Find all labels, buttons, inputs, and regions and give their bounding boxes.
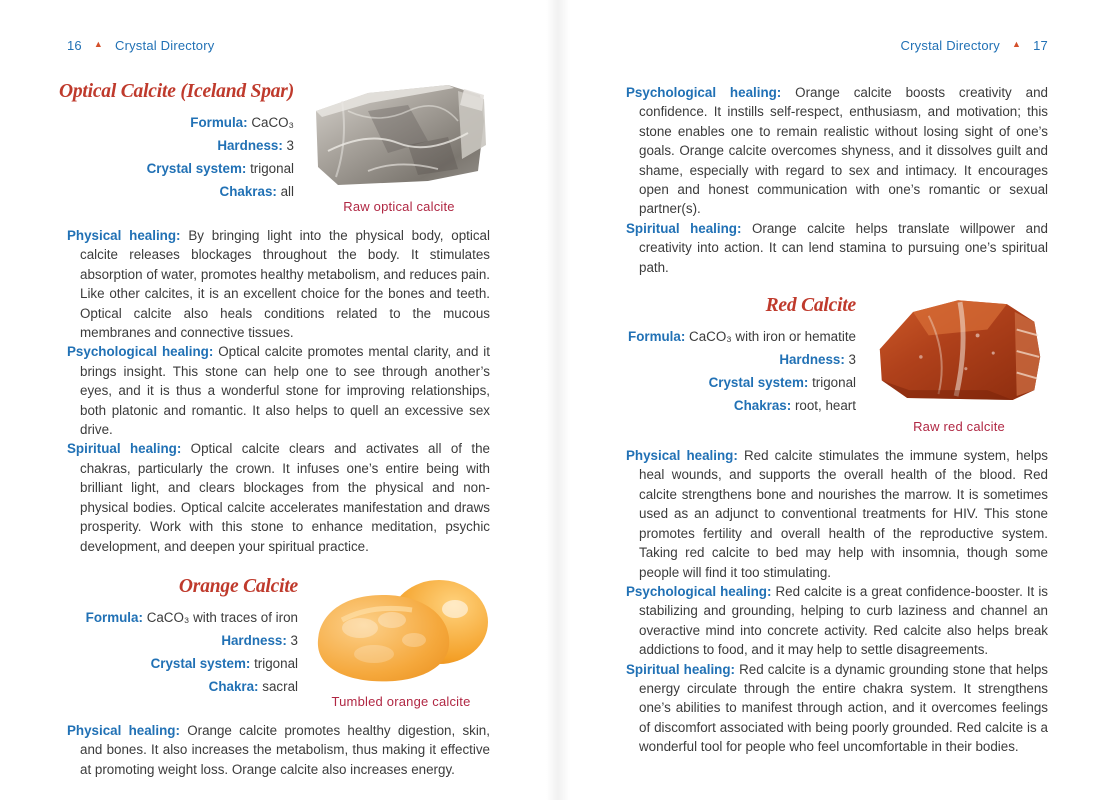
attr-value: CaCO₃: [251, 115, 294, 130]
red-calcite-photo: [870, 295, 1048, 413]
running-head-title: Crystal Directory: [900, 38, 1001, 53]
triangle-icon: ▲: [93, 39, 103, 49]
optical-calcite-photo: [308, 81, 490, 193]
healing-label: Spiritual healing:: [67, 441, 182, 457]
figure-caption: Raw optical calcite: [343, 199, 455, 214]
healing-label: Psychological healing:: [626, 583, 772, 599]
attr-value: all: [280, 184, 294, 199]
attr-label: Hardness:: [221, 632, 287, 648]
attr-row-formula: [628, 325, 856, 348]
attr-label: Chakra:: [208, 678, 259, 694]
attr-value: 3: [286, 138, 294, 153]
healing-text: Orange calcite helps translate willpower and creativity into action. It can lend stamina to pursuing one’s spiritual path.: [639, 220, 1048, 275]
attr-row-crystal-system: [151, 652, 298, 675]
attr-label: Chakras:: [733, 398, 792, 414]
attr-row-hardness: [217, 134, 294, 157]
entry-header: [58, 81, 490, 214]
entry-orange-calcite: [67, 576, 490, 779]
entry-header: [67, 576, 490, 709]
figure-red-calcite: [870, 295, 1048, 434]
healing-label: Physical healing:: [67, 722, 180, 738]
attr-row-chakras: [734, 394, 856, 417]
healing-paragraph-physical: [67, 226, 490, 342]
healing-paragraph-spiritual: [626, 660, 1048, 757]
page-number-right: 17: [1033, 38, 1048, 53]
figure-orange-calcite: [312, 576, 490, 709]
healing-text: Optical calcite promotes mental clarity, and it brings insight. This stone can help one to see through another’s eyes, and it is thus a wonderful stone for improving relationships, both platonic and romantic. It also helps to quell an excessive sex drive.: [80, 344, 490, 438]
entry-red-calcite: [626, 295, 1048, 757]
orange-calcite-continuation: [626, 83, 1048, 277]
healing-label: Psychological healing:: [626, 85, 782, 100]
triangle-icon: ▲: [1012, 39, 1022, 49]
entry-header: [626, 295, 1048, 434]
attr-label: Hardness:: [779, 352, 845, 368]
healing-paragraph-physical: [67, 721, 490, 779]
attr-value: trigonal: [812, 375, 856, 391]
healing-label: Spiritual healing:: [626, 661, 735, 677]
figure-caption: Raw red calcite: [913, 419, 1005, 435]
entry-title: Optical Calcite (Iceland Spar): [58, 81, 294, 102]
healing-text: Orange calcite boosts creativity and confidence. It instills self-respect, enthusiasm, and motivation; this stone enables one to remain realistic without losing sight of one’s goals. Orange calcite overcomes shyness, and it dissolves guilt and shame, especially with regard to sex and intimacy. It encourages open and honest communication with one’s romantic or sexual partner(s).: [639, 85, 1048, 217]
entry-title: Red Calcite: [765, 295, 856, 317]
healing-text: Red calcite is a dynamic grounding stone that helps energy circulate through the entire chakra system. It strengthens one’s abilities to manifest through action, and it overcomes feelings of discomfort associated with being poorly grounded. Red calcite is a wonderful tool for people who feel uncomfortable in their bodies.: [639, 661, 1048, 755]
figure-optical-calcite: [308, 81, 490, 214]
running-head-title: Crystal Directory: [114, 38, 215, 53]
entry-info: [67, 576, 312, 698]
attr-value: trigonal: [254, 655, 298, 671]
running-head-right: [626, 38, 1048, 53]
healing-paragraph-physical: [626, 446, 1048, 582]
healing-paragraph-psychological: [67, 342, 490, 439]
attr-label: Crystal system:: [150, 655, 251, 671]
attr-label: Formula:: [628, 329, 686, 345]
healing-paragraph-psychological: [626, 582, 1048, 660]
attr-value: sacral: [262, 678, 298, 694]
healing-text: Red calcite is a great confidence-booster. It is stabilizing and grounding, helping to curb laziness and channel an overactive mind into concrete activity. Red calcite also helps break addictions to food, and it may help to settle disagreements.: [639, 583, 1048, 658]
healing-label: Physical healing:: [67, 228, 181, 243]
attr-label: Crystal system:: [708, 375, 809, 391]
healing-text: Red calcite stimulates the immune system, helps heal wounds, and supports the overall health of the blood. Red calcite strengthens bone and nourishes the marrow. It is sometimes used as an adjunct to conventional treatments for HIV. This stone promotes fertility and overall health of the reproductive system. Taking red calcite to bed may help with insomnia, though some people will find it too stimulating.: [639, 448, 1048, 580]
entry-info: [626, 295, 870, 417]
attr-row-chakra: [209, 675, 298, 698]
healing-paragraph-spiritual: [67, 439, 490, 555]
healing-text: Orange calcite promotes healthy digestion, skin, and bones. It also increases the metabolism, thus making it effective at promoting weight loss. Orange calcite also increases energy.: [80, 722, 490, 777]
orange-calcite-photo: [312, 576, 490, 688]
healing-label: Psychological healing:: [67, 344, 214, 360]
figure-caption: Tumbled orange calcite: [331, 693, 471, 709]
attr-row-crystal-system: [709, 371, 856, 394]
attr-value: 3: [290, 632, 298, 648]
attr-row-hardness: [221, 629, 298, 652]
attr-value: CaCO₃ with iron or hematite: [689, 329, 856, 345]
attr-value: CaCO₃ with traces of iron: [146, 609, 298, 625]
attr-row-chakras: [220, 180, 294, 203]
attr-label: Hardness:: [217, 138, 283, 153]
attr-label: Crystal system:: [146, 161, 247, 176]
page-number-left: 16: [67, 38, 82, 53]
attr-row-crystal-system: [147, 157, 294, 180]
healing-text: Optical calcite clears and activates all of the chakras, particularly the crown. It infuses one’s entire being with brilliant light, and clears blockages from the physical and non-physical bodies. Optical calcite accelerates manifestation and draws prosperity. Work with this stone to enhance meditation, psychic development, and deepen your spiritual practice.: [80, 441, 490, 554]
healing-paragraph-spiritual: [626, 219, 1048, 277]
entry-body: [626, 446, 1048, 757]
entry-optical-calcite: [58, 81, 490, 556]
attr-value: root, heart: [794, 398, 856, 414]
entry-info: [58, 81, 308, 203]
healing-text: By bringing light into the physical body, optical calcite releases blockages throughout the body. It stimulates absorption of water, promotes healthy metabolism, and reduces pain. Like other calcites, it is an excellent choice for the bones and teeth. Optical calcite also heals conditions related to the mucous membranes and connective tissues.: [80, 228, 490, 341]
attr-row-formula: [190, 111, 294, 134]
entry-body: [67, 226, 490, 556]
page-right: [558, 0, 1116, 800]
healing-label: Spiritual healing:: [626, 220, 742, 236]
running-head-left: [67, 38, 490, 53]
attr-row-hardness: [779, 348, 856, 371]
healing-label: Physical healing:: [626, 448, 738, 464]
healing-paragraph-psychological: [626, 83, 1048, 219]
entry-body: [67, 721, 490, 779]
entry-title: Orange Calcite: [178, 575, 298, 597]
attr-value: 3: [848, 352, 856, 368]
attr-label: Formula:: [85, 609, 143, 625]
attr-value: trigonal: [250, 161, 294, 176]
attr-label: Chakras:: [219, 184, 277, 199]
attr-label: Formula:: [190, 115, 248, 130]
attr-row-formula: [86, 606, 298, 629]
